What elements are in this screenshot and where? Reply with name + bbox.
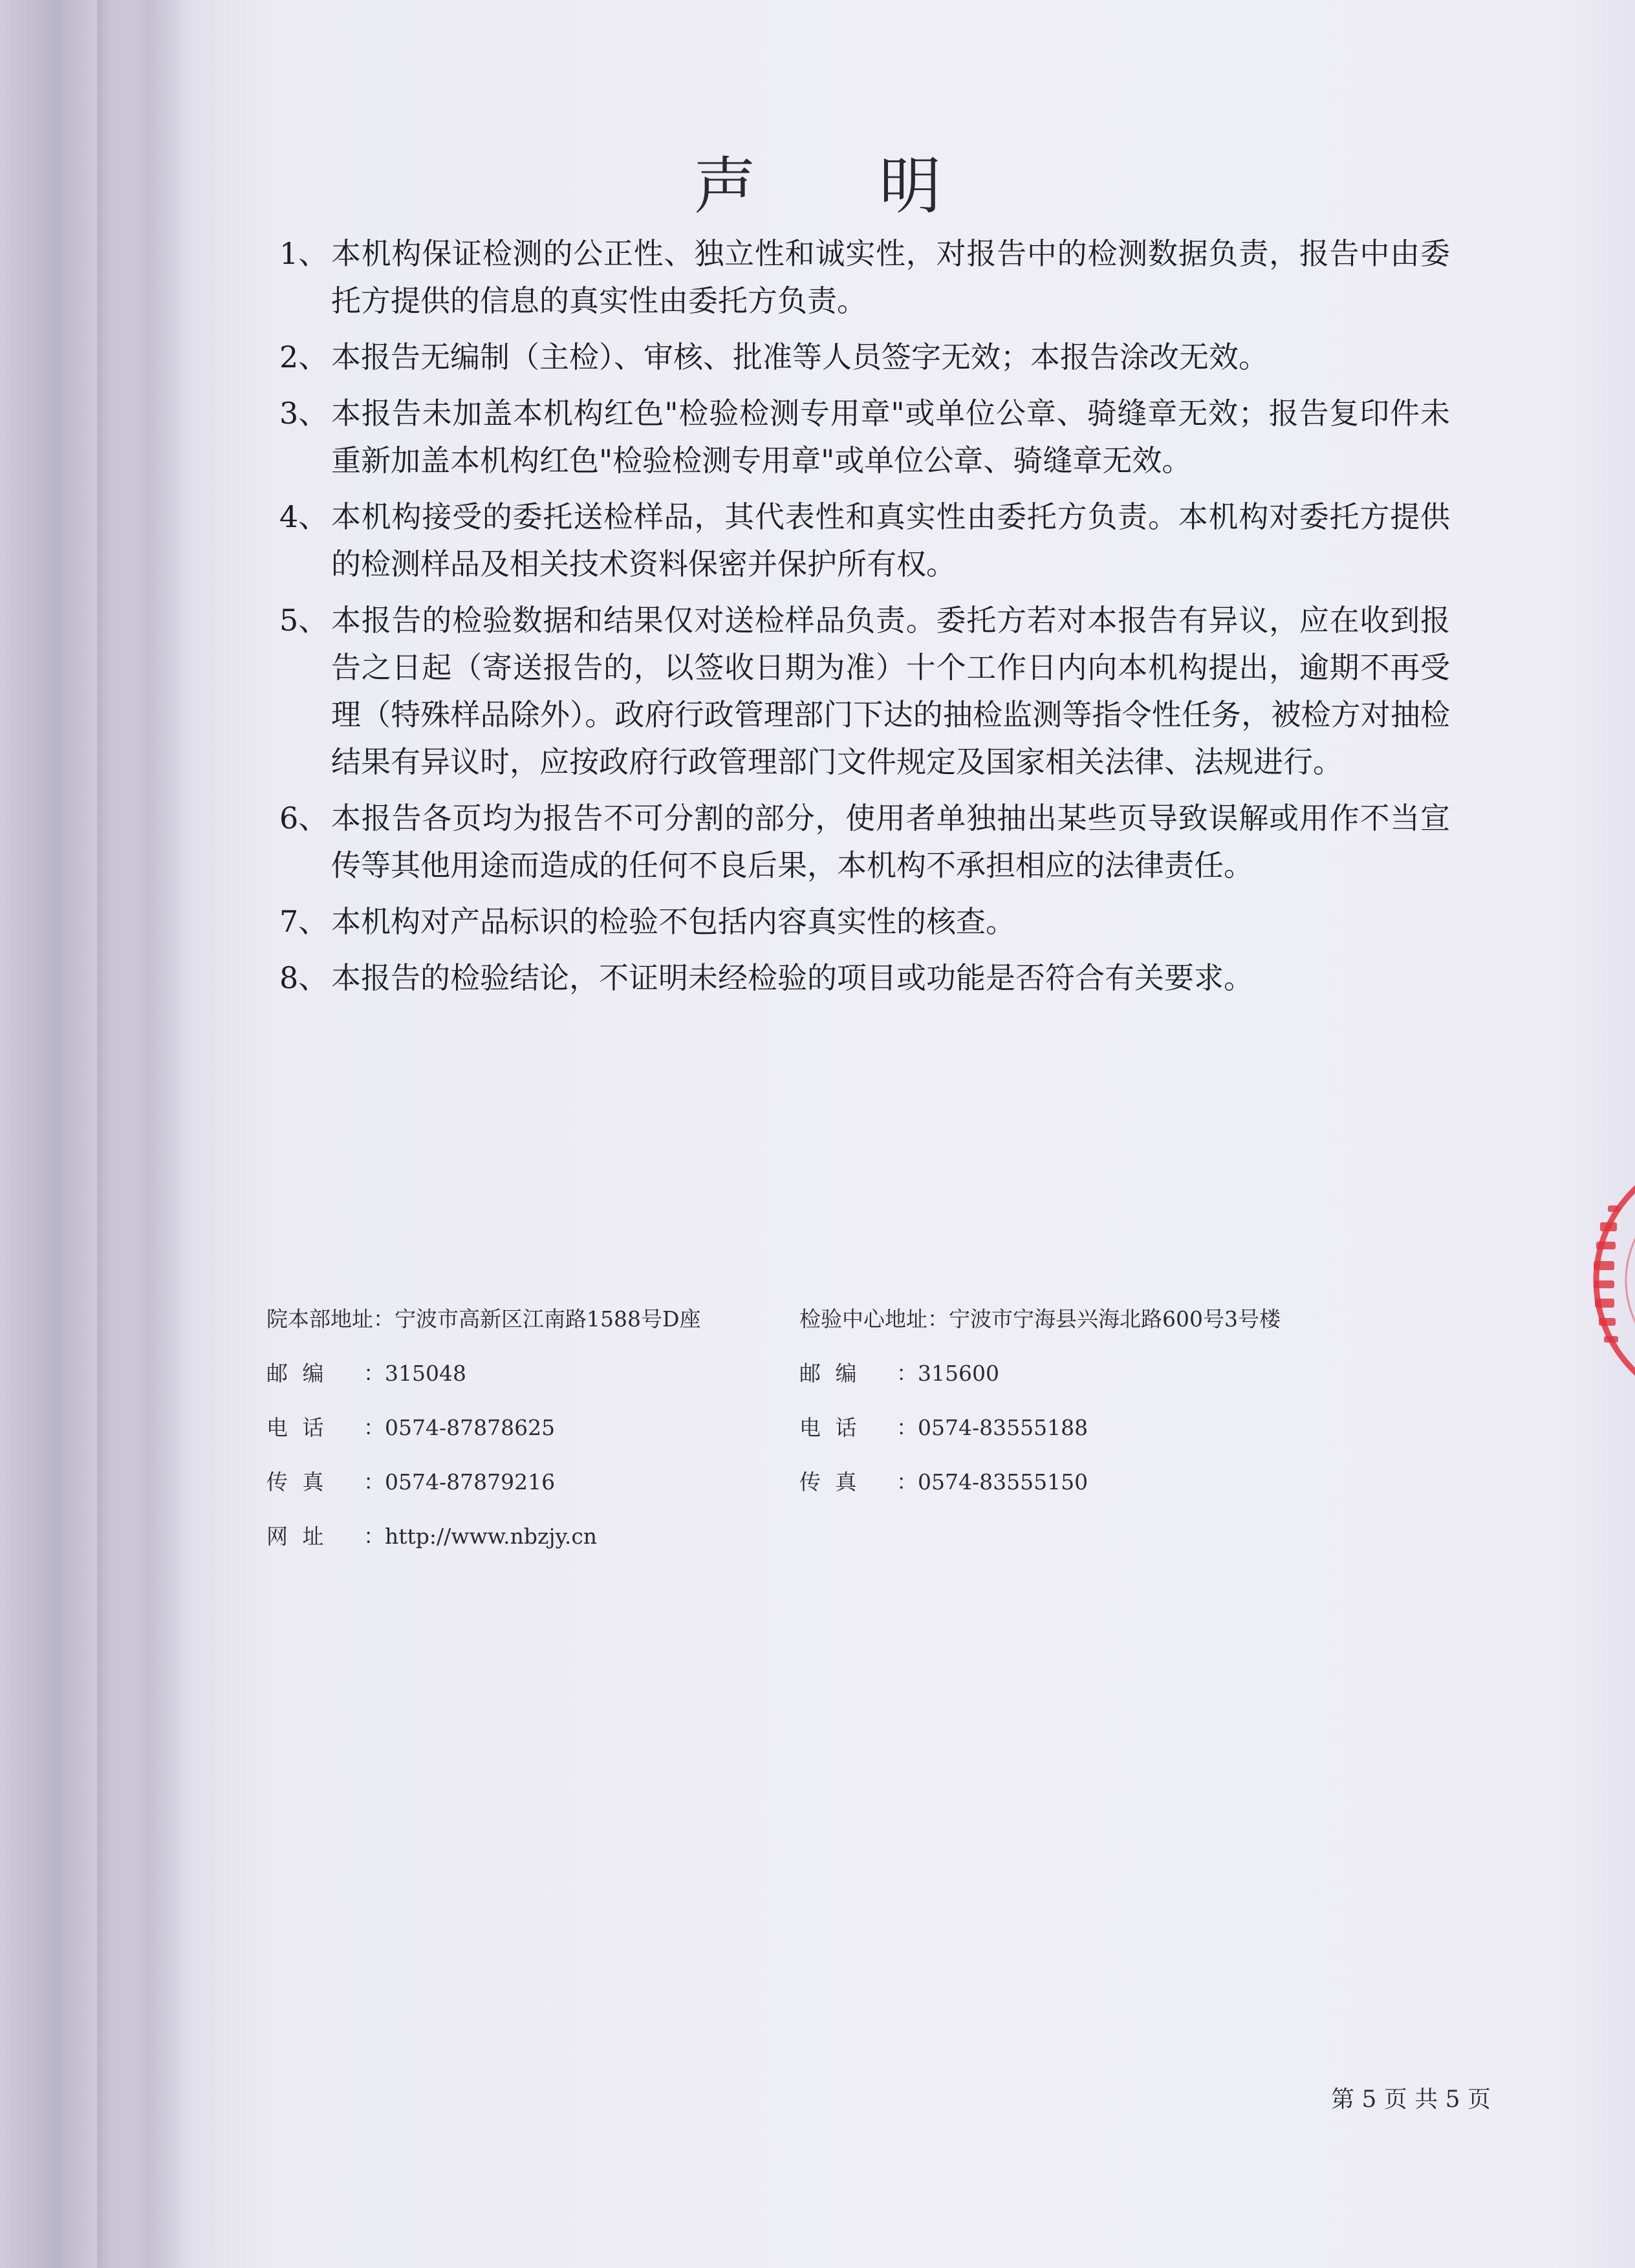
address-label: 院本部地址：	[266, 1306, 395, 1332]
inspection-center-contact	[799, 1292, 1281, 1509]
phone-value: ：0574-83555188	[896, 1415, 1088, 1440]
fax-value: ：0574-87879216	[363, 1469, 556, 1495]
statement-text: 本报告的检验结论，不证明未经检验的项目或功能是否符合有关要求。	[331, 960, 1253, 995]
seal-stamp-partial	[1574, 1151, 1635, 1410]
postcode-label: 邮 编	[266, 1361, 328, 1386]
statement-text: 本机构接受的委托送检样品，其代表性和真实性由委托方负责。本机构对委托方提供的检测样品及相关技术资料保密并保护所有权。	[331, 499, 1450, 581]
headquarters-address-row	[266, 1292, 700, 1346]
statement-text: 本机构保证检测的公正性、独立性和诚实性，对报告中的检测数据负责，报告中由委托方提供的信息的真实性由委托方负责。	[331, 236, 1450, 318]
headquarters-contact	[266, 1292, 700, 1564]
statement-item-7	[279, 898, 1450, 945]
headquarters-postcode-row	[266, 1346, 700, 1401]
statement-item-4	[279, 493, 1450, 588]
statement-text: 本机构对产品标识的检验不包括内容真实性的核查。	[331, 904, 1015, 939]
postcode-value: ：315600	[896, 1361, 999, 1386]
headquarters-web-row	[266, 1509, 700, 1564]
headquarters-phone-row	[266, 1401, 700, 1455]
statement-number: 7、	[279, 904, 329, 939]
web-label: 网 址	[266, 1524, 328, 1549]
statement-item-1	[279, 230, 1450, 325]
center-postcode-row	[799, 1346, 1281, 1401]
center-phone-row	[799, 1401, 1281, 1455]
fax-value: ：0574-83555150	[896, 1469, 1088, 1495]
phone-label: 电 话	[266, 1415, 328, 1440]
statement-item-3	[279, 390, 1450, 484]
postcode-value: ：315048	[363, 1361, 466, 1386]
statement-text: 本报告各页均为报告不可分割的部分，使用者单独抽出某些页导致误解或用作不当宣传等其他用途而造成的任何不良后果，本机构不承担相应的法律责任。	[331, 801, 1450, 883]
statement-list	[279, 230, 1450, 1011]
statement-number: 2、	[279, 340, 329, 374]
address-value: 宁波市宁海县兴海北路600号3号楼	[949, 1306, 1281, 1332]
phone-label: 电 话	[799, 1415, 861, 1440]
statement-item-2	[279, 334, 1450, 381]
statement-number: 8、	[279, 960, 329, 995]
statement-item-5	[279, 597, 1450, 786]
center-fax-row	[799, 1455, 1281, 1509]
page-title: 声 明	[693, 150, 993, 222]
statement-number: 3、	[279, 396, 329, 431]
statement-item-8	[279, 955, 1450, 1002]
statement-number: 5、	[279, 603, 329, 638]
fax-label: 传 真	[799, 1469, 861, 1495]
statement-number: 4、	[279, 499, 329, 534]
statement-number: 6、	[279, 801, 329, 836]
statement-text: 本报告未加盖本机构红色"检验检测专用章"或单位公章、骑缝章无效；报告复印件未重新加盖本机构红色"检验检测专用章"或单位公章、骑缝章无效。	[331, 396, 1450, 478]
statement-text: 本报告无编制（主检）、审核、批准等人员签字无效；本报告涂改无效。	[331, 340, 1268, 374]
statement-number: 1、	[279, 236, 329, 271]
page-number: 第 5 页 共 5 页	[1331, 2086, 1491, 2113]
statement-text: 本报告的检验数据和结果仅对送检样品负责。委托方若对本报告有异议，应在收到报告之日起（寄送报告的，以签收日期为准）十个工作日内向本机构提出，逾期不再受理（特殊样品除外）。政府行政管理部门下达的抽检监测等指令性任务，被检方对抽检结果有异议时，应按政府行政管理部门文件规定及国家相关法律、法规进行。	[331, 603, 1450, 779]
seal-icon	[1574, 1151, 1635, 1410]
binding-shadow	[97, 0, 136, 2268]
web-value: ：http://www.nbzjy.cn	[363, 1524, 598, 1549]
statement-item-6	[279, 795, 1450, 889]
address-value: 宁波市高新区江南路1588号D座	[395, 1306, 701, 1332]
center-address-row	[799, 1292, 1281, 1346]
address-label: 检验中心地址：	[799, 1306, 949, 1332]
fax-label: 传 真	[266, 1469, 328, 1495]
phone-value: ：0574-87878625	[363, 1415, 556, 1440]
headquarters-fax-row	[266, 1455, 700, 1509]
postcode-label: 邮 编	[799, 1361, 861, 1386]
